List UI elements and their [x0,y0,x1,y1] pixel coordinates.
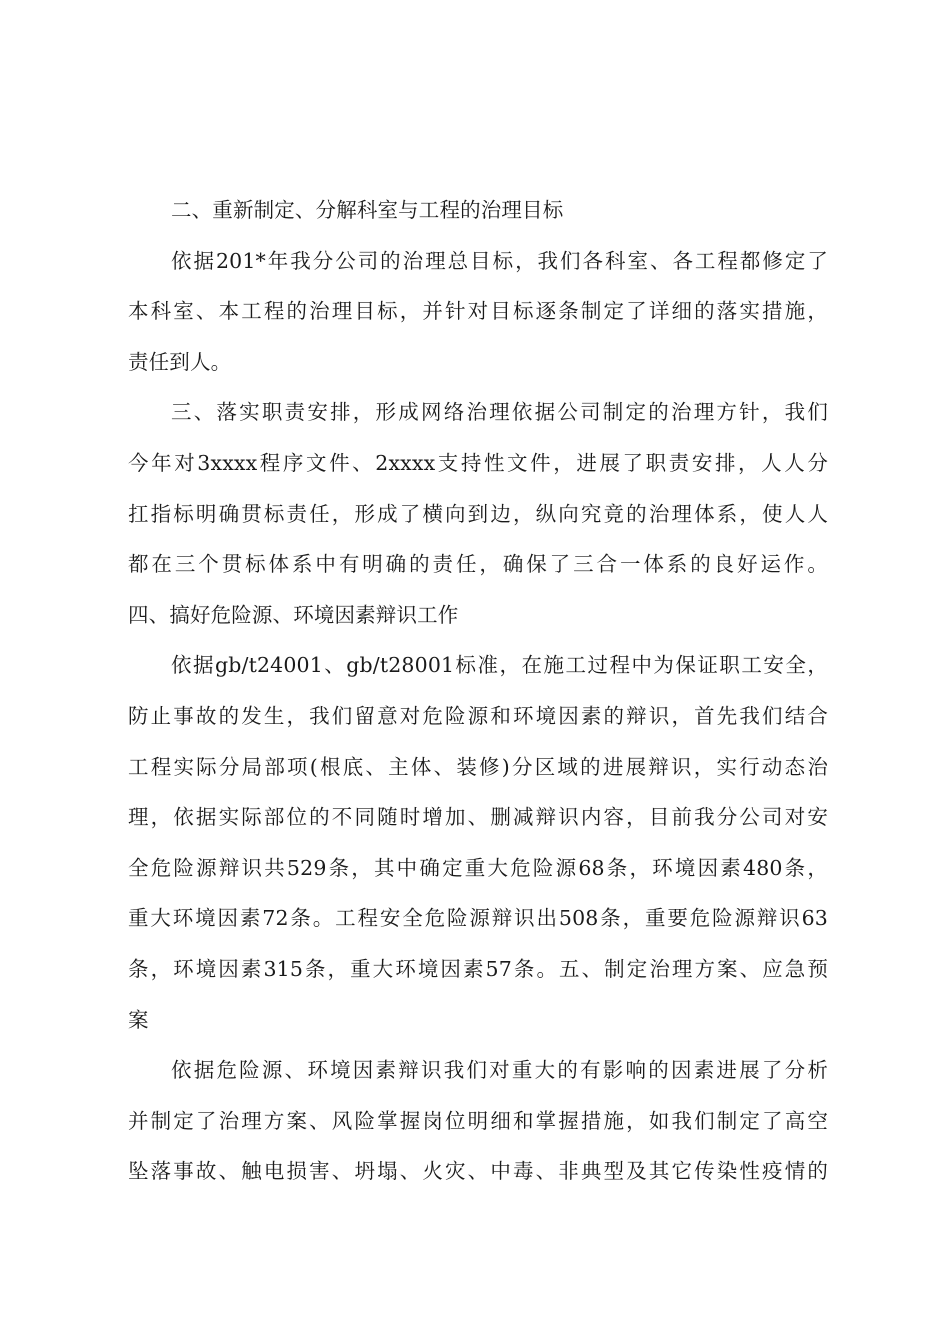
paragraph-line: 本科室、本工程的治理目标，并针对目标逐条制定了详细的落实措施， [128,299,828,324]
paragraph-line: 理，依据实际部位的不同随时增加、删减辩识内容，目前我分公司对安 [128,805,828,830]
paragraph-line: 案 [128,1007,149,1032]
paragraph-line: 并制定了治理方案、风险掌握岗位明细和掌握措施，如我们制定了高空 [128,1108,828,1133]
paragraph-line: 重大环境因素72条。工程安全危险源辩识出508条，重要危险源辩识63 [128,906,828,931]
paragraph-line: 防止事故的发生，我们留意对危险源和环境因素的辩识，首先我们结合 [128,703,828,728]
paragraph-line: 扛指标明确贯标责任，形成了横向到边，纵向究竟的治理体系，使人人 [128,501,828,526]
paragraph-line: 全危险源辩识共529条，其中确定重大危险源68条，环境因素480条， [128,855,828,880]
paragraph-line: 工程实际分局部项(根底、主体、装修)分区域的进展辩识，实行动态治 [128,754,828,779]
section-heading-3: 三、落实职责安排，形成网络治理依据公司制定的治理方针，我们 [171,400,828,425]
paragraph-line: 责任到人。 [128,349,232,374]
paragraph-line: 都在三个贯标体系中有明确的责任，确保了三合一体系的良好运作。 [128,552,828,577]
paragraph-line: 今年对3xxxx程序文件、2xxxx支持性文件，进展了职责安排，人人分 [128,450,828,475]
paragraph-line: 依据201*年我分公司的治理总目标，我们各科室、各工程都修定了 [171,248,828,273]
paragraph-line: 条，环境因素315条，重大环境因素57条。五、制定治理方案、应急预 [128,956,828,981]
section-heading-4: 四、搞好危险源、环境因素辩识工作 [128,602,459,627]
paragraph-line: 依据危险源、环境因素辩识我们对重大的有影响的因素进展了分析 [171,1058,828,1083]
paragraph-line: 坠落事故、触电损害、坍塌、火灾、中毒、非典型及其它传染性疫情的 [128,1159,828,1184]
section-heading-2: 二、重新制定、分解科室与工程的治理目标 [171,198,564,222]
document-body [128,185,828,1197]
paragraph-line: 依据gb/t24001、gb/t28001标准，在施工过程中为保证职工安全， [171,653,828,678]
